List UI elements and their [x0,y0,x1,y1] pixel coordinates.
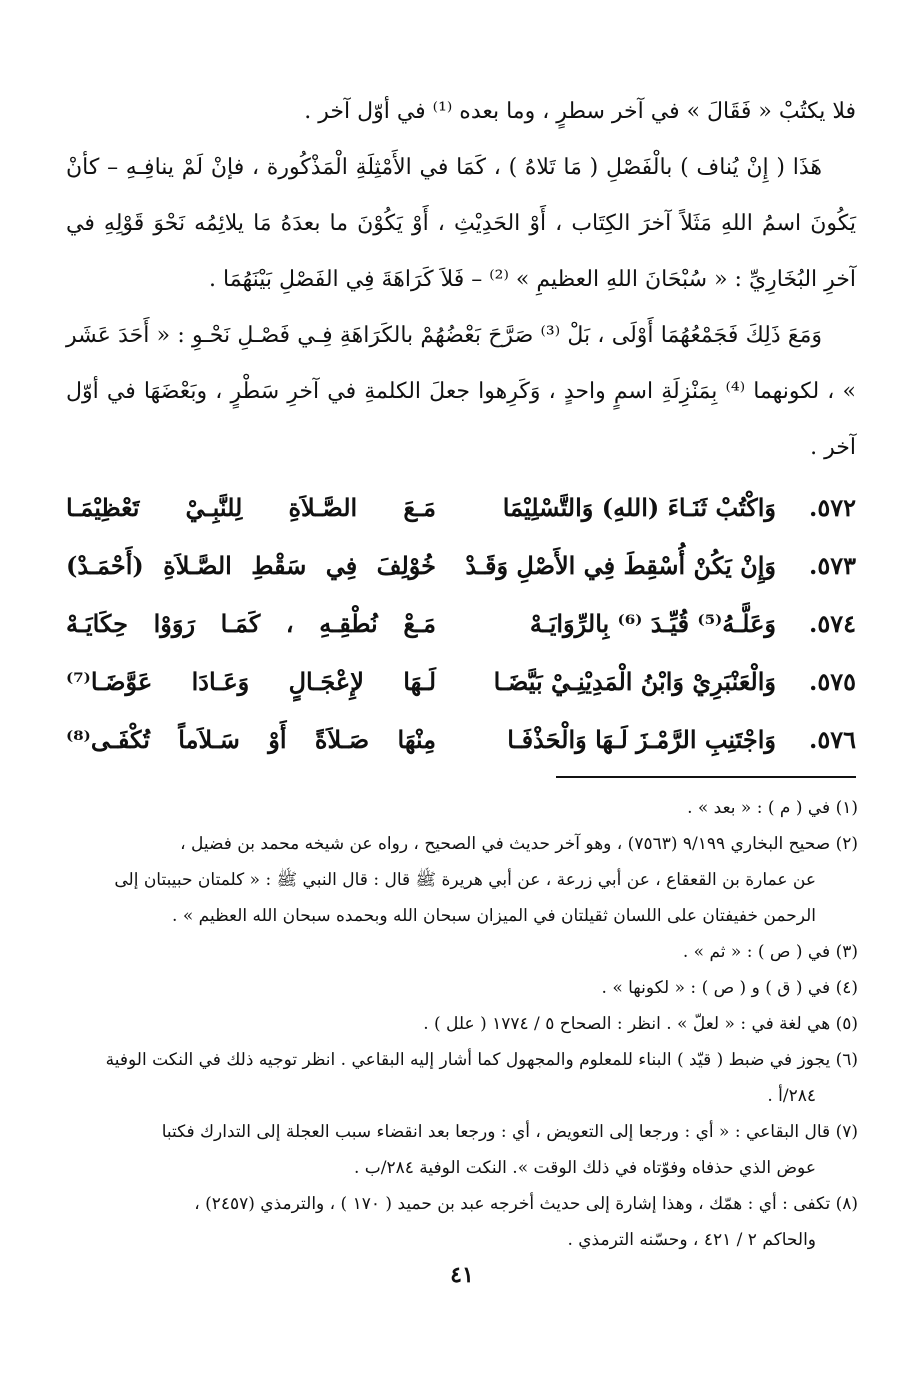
paragraph: هَذَا ( إِنْ يُناف ) بالْفَصْلِ ( مَا تَلاهُ ) ، كَمَا في الأَمْثِلَةِ الْمَذْكُورة ، فإنْ لَمْ ينافِـهِ – كأنْ يَكُونَ اسمُ اللهِ مَثَلاً آخرَ الكِتَاب ، أَوْ الحَدِيْثِ ، أَوْ يَكُوْنَ ما بعدَهُ مَا يلائِمُه نَحْوَ قَوْلِهِ في آخرِ البُخَارِيِّ : « سُبْحَانَ اللهِ العظيمِ » ⁽²⁾ – فَلاَ كَرَاهَةَ فِي الفَصْلِ بَيْنَهُمَا . [66,155,856,292]
footnote-text: (٦) يجوز في ضبط ( قيّد ) البناء للمعلوم والمجهول كما أشار إليه البقاعي . انظر توجيه ذلك في النكت الوفية [105,1050,858,1070]
footnote-text: (٥) هي لغة في : « لعلّ » . انظر : الصحاح ٥ / ١٧٧٤ ( علل ) . [423,1014,858,1034]
verse-first-hemistich: وَإِنْ يَكُنْ أُسْقِطَ فِي الأَصْلِ وَقَـدْ [465,550,776,580]
footnote-continuation: والحاكم ٢ / ٤٢١ ، وحسّنه الترمذي . [567,1230,816,1250]
body-text [66,84,856,476]
footnote-text: (٤) في ( ق ) و ( ص ) : « لكونها » . [601,978,858,998]
verse-number: ٥٧٥. [808,666,856,696]
verse-second-hemistich: مَـعْ نُطْقِـهِ ، كَمَـا رَوَوْا حِكَايَـهْ [66,608,436,638]
verse-line [66,478,856,536]
footnote [66,790,858,826]
footnotes [66,790,858,1258]
paragraph: فلا يكتُبْ « فَقَالَ » في آخر سطرٍ ، وما بعده ⁽¹⁾ في أوّل آخر . [304,99,856,124]
footnote-text: (٨) تكفى : أي : همّك ، وهذا إشارة إلى حديث أخرجه عبد بن حميد ( ١٧٠ ) ، والترمذي (٢٤٥٧) ، [194,1194,858,1214]
footnote [66,1114,858,1186]
verse-first-hemistich: وَاجْتَنِبِ الرَّمْـزَ لَـهَا وَالْحَذْفَـا [507,724,776,754]
verse-number: ٥٧٤. [808,608,856,638]
footnote-text: (١) في ( م ) : « بعد » . [687,798,858,818]
verse-number: ٥٧٢. [808,492,856,522]
footnote-continuation: ٢٨٤/أ . [767,1086,816,1106]
verse-second-hemistich: مِنْهَا صَـلاَةً أَوْ سَـلاَماً تُكْفَـى⁽⁸⁾ [66,724,436,754]
verse-first-hemistich: وَاكْتُبْ ثَنَـاءَ (اللهِ) وَالتَّسْلِيْمَا [502,492,776,522]
footnote-text: (٣) في ( ص ) : « ثم » . [682,942,858,962]
footnote [66,1006,858,1042]
verse-first-hemistich: وَالْعَنْبَرِيْ وَابْنُ الْمَدِيْنِـيْ بَيَّضَـا [493,666,776,696]
verse-line [66,652,856,710]
footnote-text: (٧) قال البقاعي : « أي : ورجعا إلى التعويض ، أي : ورجعا بعد انقضاء سبب العجلة إلى التدارك فكتبا [161,1122,858,1142]
page-number: ٤١ [450,1262,474,1288]
verse-second-hemistich: خُوْلِفَ فِي سَقْطِ الصَّـلاَةِ (أَحْمَـدْ) [66,550,436,580]
footnote-continuation: عن عمارة بن القعقاع ، عن أبي زرعة ، عن أبي هريرة ﷺ قال : قال النبي ﷺ : « كلمتان حبيبتان إلى [114,870,816,890]
verse-number: ٥٧٣. [808,550,856,580]
footnote-continuation: الرحمن خفيفتان على اللسان ثقيلتان في الميزان سبحان الله وبحمده سبحان الله العظيم » . [172,906,816,926]
footnote-continuation: عوض الذي حذفاه وفوّتاه في ذلك الوقت ». النكت الوفية ٢٨٤/ب . [353,1158,816,1178]
verse-line [66,594,856,652]
footnote [66,1186,858,1258]
verse-first-hemistich: وَعَلَّـهُ⁽⁵⁾ قُيِّـدَ ⁽⁶⁾ بِالرِّوَايَـهْ [529,608,776,638]
footnote-separator [556,776,856,778]
footnote [66,934,858,970]
footnote [66,1042,858,1114]
verse-line [66,536,856,594]
verse-second-hemistich: لَـهَا لإِعْجَـالٍ وَعَـادَا عَوَّضَـا⁽⁷⁾ [66,666,436,696]
paragraph: وَمَعَ ذَلِكَ فَجَمْعُهُمَا أَوْلَى ، بَلْ ⁽³⁾ صَرَّحَ بَعْضُهُمْ بالكَرَاهَةِ فِـي فَصْـلِ نَحْـوِ : « أَحَدَ عَشَر » ، لكونهما ⁽⁴⁾ بِمَنْزِلَةِ اسمٍ واحدٍ ، وَكَرِهوا جعلَ الكلمةِ في آخرِ سَطْرٍ ، وبَعْضَهَا في أوّل آخر . [66,323,856,460]
verse-second-hemistich: مَـعَ الصَّـلاَةِ لِلنَّبِـيْ تَعْظِيْمَـا [66,492,436,522]
footnote [66,970,858,1006]
verse-line [66,710,856,768]
footnote-text: (٢) صحيح البخاري ٩/١٩٩ (٧٥٦٣) ، وهو آخر حديث في الصحيح ، رواه عن شيخه محمد بن فضيل ، [180,834,858,854]
verse-number: ٥٧٦. [808,724,856,754]
verse-block [66,478,856,768]
footnote [66,826,858,934]
